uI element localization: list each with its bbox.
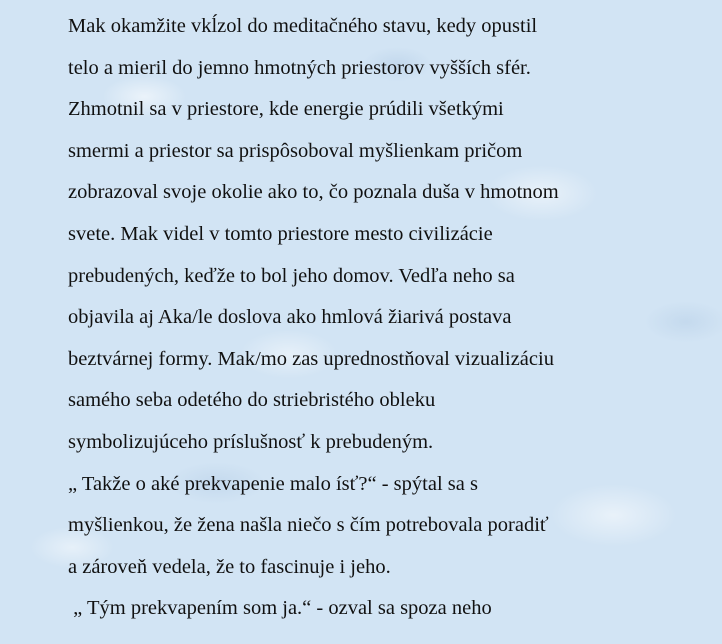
text-line: prebudených, keďže to bol jeho domov. Vedľa neho sa <box>68 264 515 287</box>
text-line: Mak okamžite vkĺzol do meditačného stavu, kedy opustil <box>68 15 538 37</box>
text-line: beztvárnej formy. Mak/mo zas uprednostňoval vizualizáciu <box>68 347 554 370</box>
text-line: myšlienkou, že žena našla niečo s čím potrebovala poradiť <box>68 514 549 537</box>
text-line: samého seba odetého do striebristého obleku <box>68 389 436 412</box>
text-line: telo a mieril do jemno hmotných priestorov vyšších sfér. <box>68 56 531 79</box>
text-line: svete. Mak videl v tomto priestore mesto civilizácie <box>68 222 493 245</box>
document-page <box>68 6 718 630</box>
text-line: smermi a priestor sa prispôsoboval myšlienkam pričom <box>68 139 523 162</box>
text-line: zobrazoval svoje okolie ako to, čo poznala duša v hmotnom <box>68 181 559 204</box>
text-line: symbolizujúceho príslušnosť k prebudeným. <box>68 430 434 453</box>
text-line: a zároveň vedela, že to fascinuje i jeho. <box>68 555 391 578</box>
text-line: Zhmotnil sa v priestore, kde energie prúdili všetkými <box>68 98 504 121</box>
dialogue-line: „ Tým prekvapením som ja.“ - ozval sa spoza neho <box>68 597 492 620</box>
text-line: objavila aj Aka/le doslova ako hmlová žiarivá postava <box>68 306 512 329</box>
dialogue-line: „ Takže o aké prekvapenie malo ísť?“ - spýtal sa s <box>68 472 478 495</box>
